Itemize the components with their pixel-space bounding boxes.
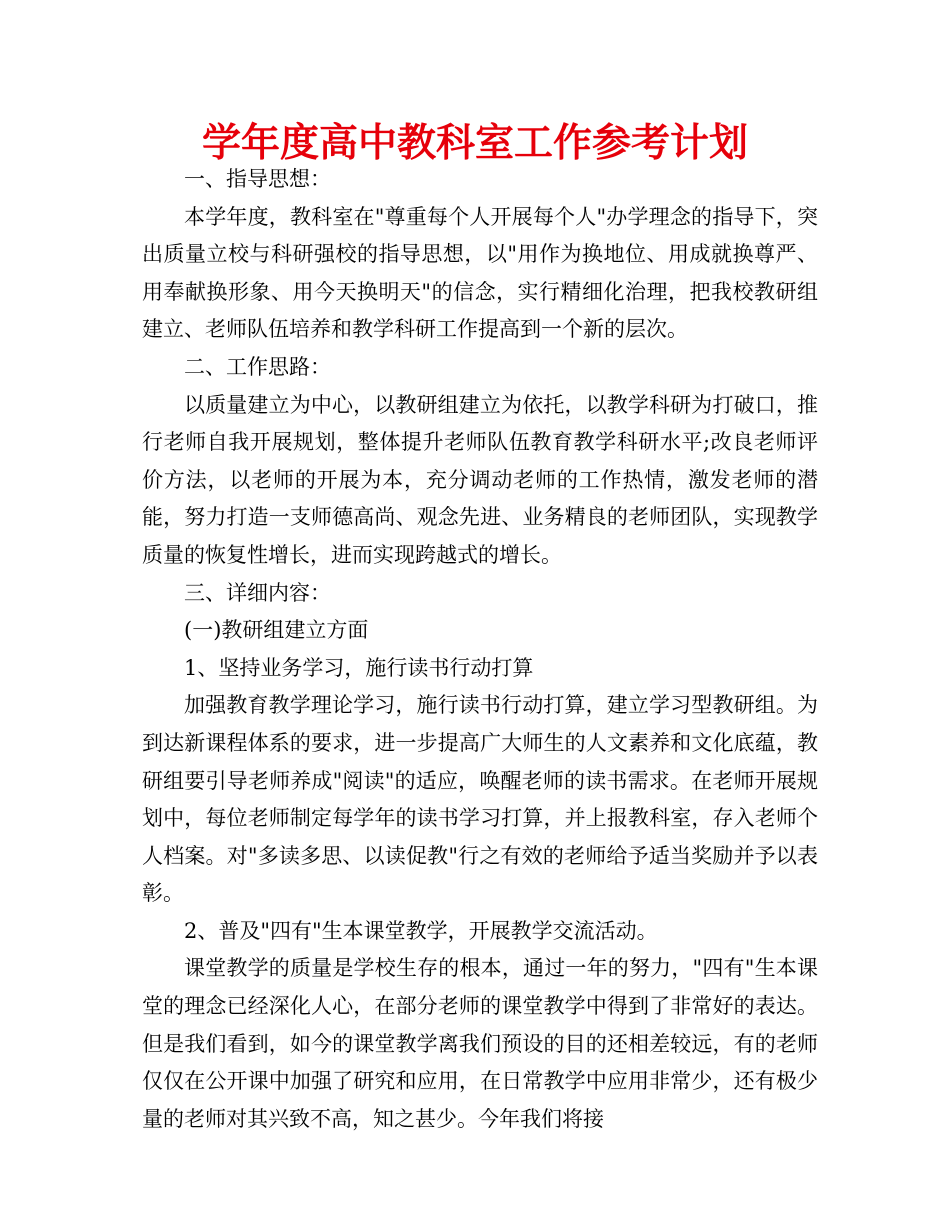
heading-guiding-ideology: 一、指导思想： [184,167,331,191]
paragraph-study: 加强教育教学理论学习，施行读书行动打算，建立学习型教研组。为到达新课程体系的要求，进一步提高广大师生的人文素养和文化底蕴，教研组要引导老师养成"阅读"的适应，唤醒老师的读书需求。在老师开展规划中，每位老师制定每学年的读书学习打算，并上报教科室，存入老师个人档案。对"多读多思、以读促教"行之有效的老师给予适当奖励并予以表彰。 [142,693,818,906]
document-title: 学年度高中教科室工作参考计划 [201,121,748,166]
heading-detailed-content: 三、详细内容： [184,580,331,605]
heading-work-approach: 二、工作思路： [184,354,331,379]
paragraph-classroom: 课堂教学的质量是学校生存的根本，通过一年的努力，"四有"生本课堂的理念已经深化人心，在部分老师的课堂教学中得到了非常好的表达。但是我们看到，如今的课堂教学离我们预设的目的还相差较远，有的老师仅仅在公开课中加强了研究和应用，在日常教学中应用非常少，还有极少量的老师对其兴致不高，知之甚少。今年我们将接 [142,956,818,1131]
subheading-teaching-group: (一)教研组建立方面 [184,618,369,643]
document-body [142,161,818,1138]
item-heading-classroom: 2、普及"四有"生本课堂教学，开展教学交流活动。 [184,918,658,943]
paragraph-work-approach: 以质量建立为中心，以教研组建立为依托，以教学科研为打破口，推行老师自我开展规划，整体提升老师队伍教育教学科研水平;改良老师评价方法，以老师的开展为本，充分调动老师的工作热情，激发老师的潜能，努力打造一支师德高尚、观念先进、业务精良的老师团队，实现教学质量的恢复性增长，进而实现跨越式的增长。 [142,392,818,567]
paragraph-guiding-ideology: 本学年度，教科室在"尊重每个人开展每个人"办学理念的指导下，突出质量立校与科研强校的指导思想，以"用作为换地位、用成就换尊严、用奉献换形象、用今天换明天"的信念，实行精细化治理，把我校教研组建立、老师队伍培养和教学科研工作提高到一个新的层次。 [142,204,818,342]
item-heading-study: 1、坚持业务学习，施行读书行动打算 [184,655,534,680]
